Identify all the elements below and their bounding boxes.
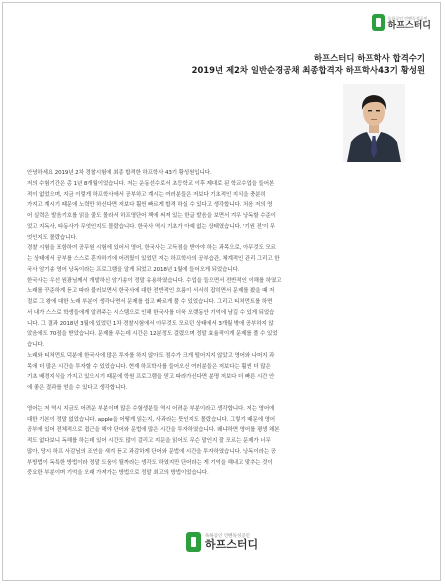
body-line: 한국사는 우선 원광님께서 개발하신 암기송이 정말 유용하였습니다. 수업을 들으면서 전반적인 이해를 하였고 [27, 277, 282, 284]
body-line: 대한 기본이 정말 없었습니다. apple을 어떻게 읽는지, 사과라는 뜻인지도 몰랐습니다. 그렇기 때문에 영어 [27, 416, 276, 423]
body-line: 서 내가 스스로 학생들에게 알려주는 시스템으로 인해 한국사를 더욱 오랫동안 기억에 남길 수 있게 되었습 [27, 309, 275, 316]
body-line: 았음에도 70점을 받았습니다. 문제를 푸는데 시간은 12분정도 걸렸으며 정말 효율적이게 문제를 풀 수 있었 [27, 331, 278, 338]
body-line: 영어는 저 역시 지금도 어려운 부분이며 많은 수험생분들 역시 어려운 부분이라고 생각합니다. 저는 영어에 [27, 405, 275, 412]
document-subtitle: 2019년 제2차 일반순경공채 최종합격자 하프학사43기 황성원 [191, 65, 425, 75]
brand-name: 하프스터디 [205, 537, 259, 551]
body-line: 부방법이 독특한 방법이라 정말 도움이 될까라는 생각도 하였지만 단어라는 게 기억을 해내고 맞추는 것이 [27, 459, 273, 466]
body-line: 노래를 꾸준하게 듣고 따라 불러보면서 한국사에 대한 전반적인 흐름이 서서히 잡히면서 문제를 봤을 때 저 [27, 288, 275, 295]
body-line: 가지고 계시기 때문에 노력만 하신다면 저보다 훨씬 빠르게 합격 하실 수 있다고 생각합니다. 처음 저의 영 [27, 202, 273, 209]
body-line: 노래와 티처먼트 덕분에 한국사에 많은 투자를 하지 않아도 점수가 크게 떨어지지 않았고 영어와 나머지 과 [27, 352, 275, 359]
brand-name: 하프스터디 [387, 21, 431, 31]
body-line: 엇인지도 몰랐습니다. [27, 234, 78, 241]
body-line: 안녕하세요 2019년 2차 경찰시험에 최종 합격한 하프학사 43기 황성원입니다. [27, 170, 212, 176]
body-line: 적이 없었으며, 지금 이렇게 하프학사에서 공부하고 계시는 여러분들은 저보다 기초적인 지식을 충분히 [27, 191, 266, 198]
body-line: 는 상태에서 공부를 스스로 혼자하기에 어려웠이 있었던 저는 하프학사의 공부습관, 체계적인 관리 그리고 한 [27, 256, 280, 262]
author-photo [343, 84, 405, 162]
brand-logo-top [372, 14, 431, 31]
body-line: 목에 더 많은 시간을 투자할 수 있었습니다. 현재 하프학사를 들어오신 여러분들은 저보다는 훨씬 더 많은 [27, 363, 271, 370]
body-line: 많아, 당시 하프 사감님의 조언을 새겨 듣고 과감하게 단어와 문법에 시간을 투자하였습니다. 낭독이라는 공 [27, 448, 276, 455]
paragraph-gap [27, 394, 413, 404]
testimonial-body [27, 168, 413, 479]
document-header [192, 52, 425, 76]
body-line: 기초 배경지식을 가지고 있으시기 때문에 학원 프로그램을 믿고 따라가신다면 분명 저보다 더 빠른 시간 안 [27, 374, 275, 381]
body-line: 중요한 부분이며 기억을 오래 가져가는 방법으로 정말 최고의 방법이었습니다. [27, 470, 209, 477]
brand-mark-icon [372, 14, 385, 31]
body-line: 에 좋은 결과를 얻을 수 있다고 생각합니다. [27, 385, 128, 391]
brand-tagline: 독하공인 인벤독성공인 [205, 533, 250, 539]
body-line: 니다. 그 결과 2018년 3월에 있었던 1차 경찰시험에서 아무것도 모르던 상태에서 3개월 밖에 공부하지 않 [27, 320, 274, 327]
body-line: 국사 암기송 영어 낭독이라는 프로그램을 알게 되었고 2018년 1월에 들어오게 되었습니다. [27, 266, 240, 273]
body-line: 어 실력은 발음기호를 읽을 줄도 몰라서 하프영단어 책에 써져 있는 한글 발음을 보면서 겨우 낭독할 수준이 [27, 213, 276, 219]
brand-tagline: 독하공인 인벤독성공인 [387, 16, 428, 21]
brand-logo-bottom [186, 532, 258, 552]
body-line: 절로 그 왕에 대한 노래 부분이 생각나면서 문제를 쉽고 빠르게 풀 수 있었습니다. 그리고 티처먼트를 하면 [27, 299, 273, 305]
body-line: 습니다. [27, 342, 45, 348]
brand-mark-icon [186, 532, 201, 552]
body-line: 었고 지독사, 타동사가 무엇인지도 몰랐습니다. 한국사 역시 기초가 아예 없는 상태였습니다. '기원 전'이 무 [27, 223, 276, 230]
body-line: 경찰 시험을 포함하여 공무원 시험에 있어서 영어, 한국사는 고득점을 받아야 하는 과목으로, 아무것도 모르 [27, 245, 276, 252]
body-line: 공부에 있어 전체적으로 접근을 해야 단어와 문법에 많은 시간을 투자하였습니다. 왜냐하면 영어를 평생 해본 [27, 427, 280, 434]
author-portrait-image [343, 84, 405, 162]
body-line: 적도 없다보니 독해를 하는데 있어 시간도 많이 걸리고 지문을 읽어도 무슨 말인지 잘 모르는 문제가 너무 [27, 438, 271, 444]
body-line: 저의 수험기간은 총 1년 8개월이었습니다. 저는 운동선수로서 초등학교 이후 제대로 된 학교수업을 들어본 [27, 180, 275, 187]
document-title: 하프스터디 하프학사 합격수기 [313, 53, 425, 63]
